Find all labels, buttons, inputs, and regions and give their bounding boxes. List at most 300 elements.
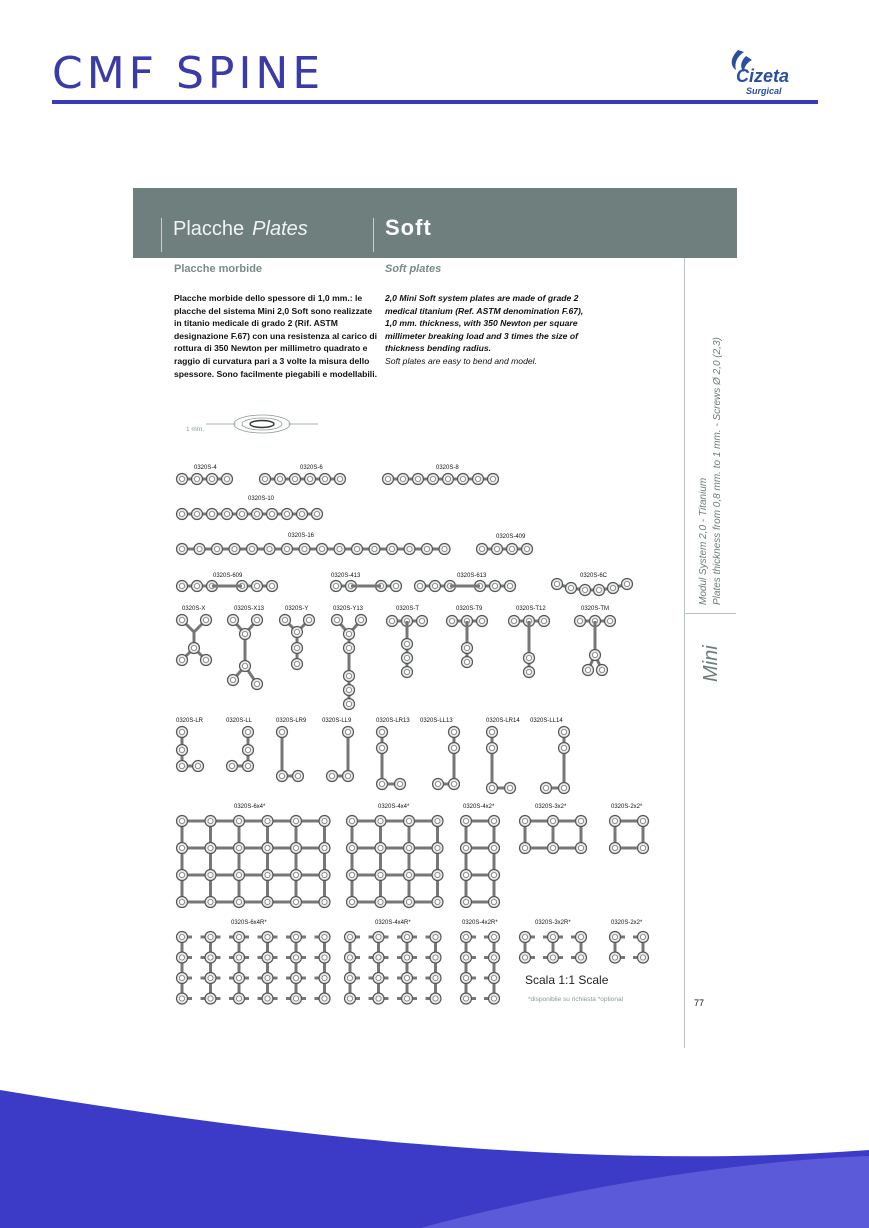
plate-hole [402, 653, 413, 664]
plate-hole [461, 973, 472, 984]
plate-hole [402, 973, 413, 984]
plate-hole [291, 870, 302, 881]
plate-hole [548, 816, 559, 827]
plate-hole [443, 474, 454, 485]
plate-hole [433, 779, 444, 790]
plate-hole [417, 616, 428, 627]
plate-code-label: 0320S-T9 [456, 606, 483, 612]
plate-hole [477, 616, 488, 627]
plate-hole [432, 843, 443, 854]
plate-hole [262, 952, 273, 963]
plate-hole [413, 474, 424, 485]
plate-hole [205, 897, 216, 908]
plate-code-label: 0320S-LR9 [276, 718, 307, 724]
plate-hole [345, 932, 356, 943]
plate-hole [201, 655, 212, 666]
plate-hole [548, 952, 559, 963]
logo-sub: Surgical [746, 86, 782, 96]
plate-hole [262, 973, 273, 984]
plate-hole [566, 583, 577, 594]
plate-hole [383, 474, 394, 485]
plate-hole [473, 474, 484, 485]
plate-code-label: 0320S-LR13 [376, 718, 410, 724]
plate-hole [177, 544, 188, 555]
plate-code-label: 0320S-LR14 [486, 718, 520, 724]
plate-hole [583, 665, 594, 676]
plate-hole [402, 932, 413, 943]
plate-code-label: 0320S-LL9 [322, 718, 352, 724]
plate-hole [177, 973, 188, 984]
plate-hole [430, 973, 441, 984]
plate-hole [622, 579, 633, 590]
plate-hole [430, 952, 441, 963]
plate-hole [524, 667, 535, 678]
plate-hole [576, 843, 587, 854]
plate-hole [559, 743, 570, 754]
plate-hole [282, 509, 293, 520]
plate-code-label: 0320S-6 [300, 465, 323, 471]
plate-hole [290, 474, 301, 485]
plate-code-label: 0320S-4x4R* [375, 920, 411, 926]
plate-hole [177, 727, 188, 738]
plate-hole [319, 897, 330, 908]
plate-hole [520, 816, 531, 827]
plate-code-label: 0320S-T [396, 606, 420, 612]
plate-hole [319, 973, 330, 984]
plate-hole [461, 870, 472, 881]
plate-code-label: 0320S-Y13 [333, 606, 364, 612]
plate-hole [576, 952, 587, 963]
plate-hole [243, 745, 254, 756]
plate-code-label: 0320S-LL13 [420, 718, 453, 724]
left-paragraph: Placche morbide dello spessore di 1,0 mm.: le placche del sistema Mini 2,0 Soft sono realizzate in titanio medicale di grado 2 (Rif. ASTM designazione F.67) con una resistenza al carico di rottura di 350 Newton per millimetro quadrato e raggio di curvatura pari a 3 volte la misura dello spessore. Sono facilmente piegabili e modellabili. [174, 293, 377, 379]
plate-hole [262, 932, 273, 943]
plate-hole [177, 816, 188, 827]
plate-hole [489, 932, 500, 943]
plate-hole [292, 627, 303, 638]
plate-hole [387, 544, 398, 555]
plate-hole [375, 843, 386, 854]
plate-code-label: 0320S-4x2* [463, 804, 495, 810]
plate-hole [305, 474, 316, 485]
plate-hole [262, 993, 273, 1004]
plate-hole [489, 870, 500, 881]
plate-hole [447, 616, 458, 627]
plate-hole [205, 952, 216, 963]
plate-hole [207, 509, 218, 520]
plate-hole [247, 544, 258, 555]
plate-hole [462, 643, 473, 654]
plate-hole [402, 667, 413, 678]
plate-hole [347, 897, 358, 908]
plate-hole [597, 665, 608, 676]
plate-hole [422, 544, 433, 555]
plate-hole [252, 615, 263, 626]
plate-hole [291, 843, 302, 854]
plate-code-label: 0320S-X13 [234, 606, 265, 612]
plate-hole [404, 843, 415, 854]
plate-code-label: 0320S-4x4* [378, 804, 410, 810]
plate-hole [373, 952, 384, 963]
plate-hole [489, 973, 500, 984]
plate-hole [234, 897, 245, 908]
plate-hole [638, 952, 649, 963]
thickness-label: 1 mm. [186, 426, 205, 433]
plate-hole [509, 616, 520, 627]
plate-hole [177, 745, 188, 756]
plate-code-label: 0320S-6C [580, 573, 608, 579]
plate-code-label: 0320S-LL [226, 718, 253, 724]
plate-hole [402, 639, 413, 650]
plate-hole [489, 993, 500, 1004]
plate-hole [575, 616, 586, 627]
plate-hole [489, 897, 500, 908]
plate-hole [608, 583, 619, 594]
plate-hole [347, 843, 358, 854]
plate-hole [319, 870, 330, 881]
section-subtitle: Soft [385, 215, 432, 240]
plate-code-label: 0320S-4x2R* [462, 920, 498, 926]
plate-hole [234, 816, 245, 827]
plate-hole [201, 615, 212, 626]
section-title: Placche Plates [173, 218, 308, 240]
plate-code-label: 0320S-TM [581, 606, 610, 612]
plate-hole [415, 581, 426, 592]
plate-code-label: 0320S-16 [288, 533, 315, 539]
plate-hole [262, 897, 273, 908]
plate-hole [638, 932, 649, 943]
plate-hole [432, 816, 443, 827]
plate-hole [387, 616, 398, 627]
plate-hole [439, 544, 450, 555]
plate-hole [395, 779, 406, 790]
plate-hole [222, 474, 233, 485]
plate-hole [234, 973, 245, 984]
plate-hole [177, 581, 188, 592]
plate-hole [229, 544, 240, 555]
plate-hole [234, 952, 245, 963]
scale-label: Scala 1:1 Scale [525, 973, 609, 987]
plate-hole [312, 509, 323, 520]
plate-hole [205, 993, 216, 1004]
plate-hole [541, 783, 552, 794]
right-paragraph: 2,0 Mini Soft system plates are made of grade 2 medical titanium (Ref. ASTM denomination F.67), 1,0 mm. thickness, with 350 Newton per square millimeter breaking load and 3 times the size of thickness bending radius. Soft plates are easy to bend and model. [385, 293, 584, 366]
plate-hole [520, 843, 531, 854]
plate-hole [522, 544, 533, 555]
plate-hole [594, 585, 605, 596]
plate-hole [267, 581, 278, 592]
plate-hole [462, 657, 473, 668]
plate-hole [373, 993, 384, 1004]
plate-hole [487, 783, 498, 794]
plate-hole [177, 655, 188, 666]
plate-hole [319, 816, 330, 827]
plate-hole [177, 897, 188, 908]
plate-hole [487, 743, 498, 754]
plate-hole [240, 629, 251, 640]
plate-hole [576, 932, 587, 943]
plate-hole [205, 816, 216, 827]
plate-code-label: 0320S-T12 [516, 606, 546, 612]
plate-hole [297, 509, 308, 520]
plate-hole [404, 870, 415, 881]
plate-hole [320, 474, 331, 485]
plate-hole [373, 973, 384, 984]
plate-hole [489, 952, 500, 963]
plate-hole [347, 870, 358, 881]
plate-hole [177, 952, 188, 963]
plate-hole [252, 679, 263, 690]
plate-hole [192, 509, 203, 520]
plate-hole [430, 932, 441, 943]
plate-hole [548, 843, 559, 854]
plate-hole [505, 581, 516, 592]
plate-hole [331, 581, 342, 592]
plate-code-label: 0320S-413 [331, 573, 361, 579]
plate-code-label: 0320S-3x2* [535, 804, 567, 810]
plate-hole [291, 897, 302, 908]
plate-hole [610, 816, 621, 827]
plate-hole [576, 816, 587, 827]
plate-hole [291, 932, 302, 943]
plate-hole [430, 581, 441, 592]
plate-hole [262, 870, 273, 881]
plate-code-label: 0320S-10 [248, 496, 275, 502]
plate-hole [334, 544, 345, 555]
plate-hole [193, 761, 204, 772]
plate-hole [343, 727, 354, 738]
plate-hole [192, 474, 203, 485]
plate-hole [432, 870, 443, 881]
plate-code-label: 0320S-X [182, 606, 206, 612]
plate-hole [194, 544, 205, 555]
plate-hole [292, 659, 303, 670]
plate-code-label: 0320S-3x2R* [535, 920, 571, 926]
plate-hole [243, 727, 254, 738]
plate-code-label: 0320S-8 [436, 465, 459, 471]
plate-hole [391, 581, 402, 592]
plate-hole [345, 952, 356, 963]
plate-hole [520, 932, 531, 943]
plate-hole [489, 816, 500, 827]
plate-hole [177, 932, 188, 943]
plate-hole [237, 509, 248, 520]
plate-hole [177, 474, 188, 485]
plate-hole [404, 544, 415, 555]
plate-hole [243, 761, 254, 772]
page-number: 77 [694, 998, 705, 1008]
plate-hole [402, 993, 413, 1004]
plate-hole [356, 615, 367, 626]
brand-title: CMF SPINE [52, 48, 325, 99]
plate-hole [282, 544, 293, 555]
plate-hole [177, 870, 188, 881]
plate-hole [449, 743, 460, 754]
optional-note: *disponibile su richiesta *optional [528, 996, 624, 1003]
plate-hole [222, 509, 233, 520]
plate-hole [252, 581, 263, 592]
plate-hole [207, 474, 218, 485]
plate-hole [277, 771, 288, 782]
plate-hole [234, 993, 245, 1004]
plate-hole [291, 993, 302, 1004]
plate-hole [477, 544, 488, 555]
plate-code-label: 0320S-409 [496, 534, 526, 540]
plate-hole [520, 952, 531, 963]
plate-code-label: 0320S-LR [176, 718, 204, 724]
plate-hole [375, 897, 386, 908]
plate-hole [559, 727, 570, 738]
plate-hole [304, 615, 315, 626]
plate-hole [317, 544, 328, 555]
plate-hole [205, 843, 216, 854]
plate-hole [332, 615, 343, 626]
plate-hole [205, 932, 216, 943]
plate-code-label: 0320S-4 [194, 465, 217, 471]
plate-hole [262, 843, 273, 854]
plate-hole [347, 816, 358, 827]
plate-hole [505, 783, 516, 794]
plate-hole [344, 699, 355, 710]
plate-hole [275, 474, 286, 485]
side-caption-line2: Plates thickness from 0,8 mm. to 1 mm. - Screws Ø 2,0 (2,3) [712, 337, 723, 605]
plate-hole [404, 897, 415, 908]
plate-hole [291, 816, 302, 827]
plate-hole [299, 544, 310, 555]
plate-hole [369, 544, 380, 555]
plate-hole [234, 932, 245, 943]
plate-hole [352, 544, 363, 555]
plate-hole [344, 629, 355, 640]
plate-hole [461, 993, 472, 1004]
plate-hole [489, 843, 500, 854]
plate-hole [610, 843, 621, 854]
plate-hole [319, 932, 330, 943]
plate-hole [345, 973, 356, 984]
plate-code-label: 0320S-2x2* [611, 804, 643, 810]
plate-hole [375, 816, 386, 827]
plate-hole [344, 685, 355, 696]
plate-hole [490, 581, 501, 592]
right-heading: Soft plates [385, 263, 442, 275]
footer-swoosh [0, 1090, 869, 1228]
plate-hole [430, 993, 441, 1004]
plate-hole [177, 615, 188, 626]
plate-hole [343, 771, 354, 782]
plate-hole [398, 474, 409, 485]
plate-hole [377, 727, 388, 738]
plate-hole [449, 727, 460, 738]
plate-hole [228, 615, 239, 626]
plate-hole [524, 653, 535, 664]
plate-hole [319, 952, 330, 963]
plate-hole [492, 544, 503, 555]
plate-hole [228, 675, 239, 686]
plate-hole [319, 993, 330, 1004]
side-caption-line1: Modul System 2,0 - Titanium [698, 477, 709, 605]
plate-hole [449, 779, 460, 790]
plate-code-label: 0320S-613 [457, 573, 487, 579]
plate-hole [605, 616, 616, 627]
plate-hole [404, 816, 415, 827]
plate-hole [377, 779, 388, 790]
plate-hole [548, 932, 559, 943]
plate-hole [264, 544, 275, 555]
plate-hole [461, 816, 472, 827]
plate-hole [267, 509, 278, 520]
plate-hole [461, 952, 472, 963]
plate-hole [461, 932, 472, 943]
plate-code-label: 0320S-2x2* [611, 920, 643, 926]
plate-hole [280, 615, 291, 626]
plate-code-label: 0320S-609 [213, 573, 243, 579]
logo-text: Cizeta [736, 66, 790, 86]
plate-hole [428, 474, 439, 485]
plate-hole [373, 932, 384, 943]
plate-hole [507, 544, 518, 555]
plate-hole [192, 581, 203, 592]
plate-hole [345, 993, 356, 1004]
plate-hole [402, 952, 413, 963]
plate-hole [291, 952, 302, 963]
plate-hole [262, 816, 273, 827]
plate-hole [234, 870, 245, 881]
plate-hole [461, 843, 472, 854]
plate-hole [327, 771, 338, 782]
plate-hole [432, 897, 443, 908]
plate-hole [205, 870, 216, 881]
plate-hole [590, 650, 601, 661]
plate-hole [292, 643, 303, 654]
plate-hole [277, 727, 288, 738]
plate-hole [638, 843, 649, 854]
plate-hole [458, 474, 469, 485]
plate-hole [212, 544, 223, 555]
thickness-diagram [206, 415, 318, 433]
plate-hole [580, 585, 591, 596]
plate-hole [610, 932, 621, 943]
plate-hole [375, 870, 386, 881]
plate-hole [559, 783, 570, 794]
plate-hole [177, 843, 188, 854]
plate-hole [610, 952, 621, 963]
plate-hole [638, 816, 649, 827]
plate-hole [252, 509, 263, 520]
plate-hole [377, 743, 388, 754]
plate-hole [344, 671, 355, 682]
plate-hole [461, 897, 472, 908]
plate-hole [260, 474, 271, 485]
left-heading: Placche morbide [174, 263, 263, 275]
plate-hole [539, 616, 550, 627]
plate-hole [344, 643, 355, 654]
plate-code-label: 0320S-Y [285, 606, 309, 612]
plate-hole [319, 843, 330, 854]
plate-hole [189, 643, 200, 654]
plate-hole [227, 761, 238, 772]
plate-code-label: 0320S-6x4R* [231, 920, 267, 926]
plate-hole [487, 727, 498, 738]
plate-hole [335, 474, 346, 485]
plate-code-label: 0320S-6x4* [234, 804, 266, 810]
plate-hole [177, 993, 188, 1004]
plate-hole [291, 973, 302, 984]
plate-code-label: 0320S-LL14 [530, 718, 563, 724]
plate-hole [177, 761, 188, 772]
plate-hole [552, 579, 563, 590]
plate-hole [234, 843, 245, 854]
plate-hole [205, 973, 216, 984]
